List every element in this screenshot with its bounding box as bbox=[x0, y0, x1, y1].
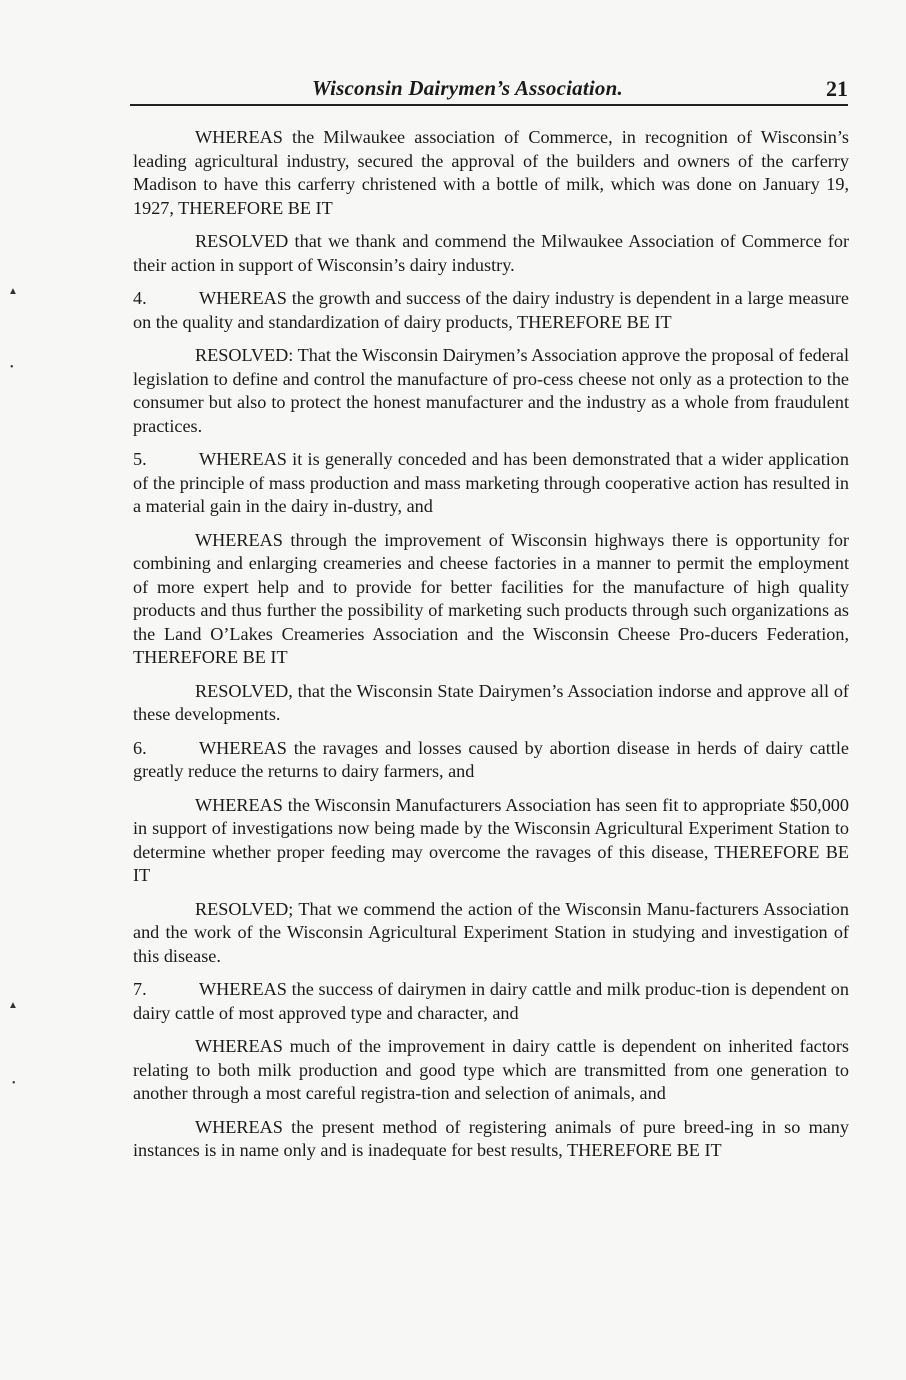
paragraph bbox=[133, 529, 849, 670]
paragraph-text: WHEREAS the ravages and losses caused by abortion disease in herds of dairy cattle greatly reduce the returns to dairy farmers, and bbox=[133, 737, 849, 781]
paragraph-number: 4. bbox=[133, 288, 147, 308]
paragraph-text: WHEREAS the present method of registering animals of pure breed-ing in so many instances is in name only and is inadequate for best results, THEREFORE BE IT bbox=[133, 1116, 849, 1160]
margin-mark: ▲ bbox=[8, 286, 18, 297]
paragraph-number: 6. bbox=[133, 737, 147, 758]
header-title: Wisconsin Dairymen’s Association. bbox=[312, 76, 623, 100]
margin-mark: • bbox=[12, 1078, 16, 1089]
paragraph bbox=[133, 1035, 849, 1106]
running-header bbox=[130, 76, 848, 104]
paragraph bbox=[133, 448, 849, 519]
paragraph-text: WHEREAS the Milwaukee association of Commerce, in recognition of Wisconsin’s leading agricultural industry, secured the approval of the builders and owners of the carferry Madison to have this carferry christened with a bottle of milk, which was done on January 19, 1927, THEREFORE BE IT bbox=[133, 127, 849, 218]
paragraph-text: RESOLVED, that the Wisconsin State Dairymen’s Association indorse and approve all of these developments. bbox=[133, 680, 849, 724]
paragraph-text: WHEREAS the success of dairymen in dairy cattle and milk produc-tion is dependent on dairy cattle of most approved type and character, and bbox=[133, 979, 849, 1023]
page-number: 21 bbox=[826, 76, 848, 101]
paragraph bbox=[133, 680, 849, 727]
margin-mark: • bbox=[10, 362, 14, 373]
paragraph bbox=[133, 230, 849, 277]
paragraph-text: WHEREAS the Wisconsin Manufacturers Association has seen fit to appropriate $50,000 in support of investigations now being made by the Wisconsin Agricultural Experiment Station to determine whether proper feeding may overcome the ravages of this disease, THEREFORE BE IT bbox=[133, 794, 849, 885]
paragraph-text: RESOLVED that we thank and commend the Milwaukee Association of Commerce for their action in support of Wisconsin’s dairy industry. bbox=[133, 231, 849, 275]
paragraph bbox=[133, 978, 849, 1025]
paragraph bbox=[133, 344, 849, 438]
paragraph-text: RESOLVED; That we commend the action of the Wisconsin Manu-facturers Association and the work of the Wisconsin Agricultural Experiment Station in studying and investigation of this disease. bbox=[133, 898, 849, 966]
paragraph-number: 5. bbox=[133, 449, 147, 469]
paragraph-text: RESOLVED: That the Wisconsin Dairymen’s Association approve the proposal of federal legislation to define and control the manufacture of pro-cess cheese not only as a protection to the consumer but also to protect the honest manufacturer and the industry as a whole from fraudulent practices. bbox=[133, 345, 849, 436]
paragraph-text: WHEREAS it is generally conceded and has been demonstrated that a wider application of the principle of mass production and mass marketing through cooperative action has resulted in a material gain in the dairy in-dustry, and bbox=[133, 449, 849, 516]
paragraph bbox=[133, 737, 849, 784]
paragraph bbox=[133, 794, 849, 888]
header-rule bbox=[130, 104, 848, 106]
margin-mark: ▲ bbox=[8, 1000, 18, 1011]
document-body bbox=[133, 126, 849, 1173]
paragraph bbox=[133, 287, 849, 334]
paragraph-number: 7. bbox=[133, 979, 147, 999]
paragraph bbox=[133, 126, 849, 220]
paragraph-text: WHEREAS through the improvement of Wisconsin highways there is opportunity for combining and enlarging creameries and cheese factories in a manner to permit the employment of more expert help and to provide for better facilities for the manufacture of high quality products and thus further the possibility of marketing such products through such organizations as the Land O’Lakes Creameries Association and the Wisconsin Cheese Pro-ducers Federation, THEREFORE BE IT bbox=[133, 529, 849, 667]
paragraph-text: WHEREAS the growth and success of the dairy industry is dependent in a large measure on the quality and standardization of dairy products, THEREFORE BE IT bbox=[133, 288, 849, 332]
paragraph bbox=[133, 1116, 849, 1163]
paragraph bbox=[133, 898, 849, 969]
paragraph-text: WHEREAS much of the improvement in dairy cattle is dependent on inherited factors relating to both milk production and good type which are transmitted from one generation to another through a most careful registra-tion and selection of animals, and bbox=[133, 1036, 849, 1103]
